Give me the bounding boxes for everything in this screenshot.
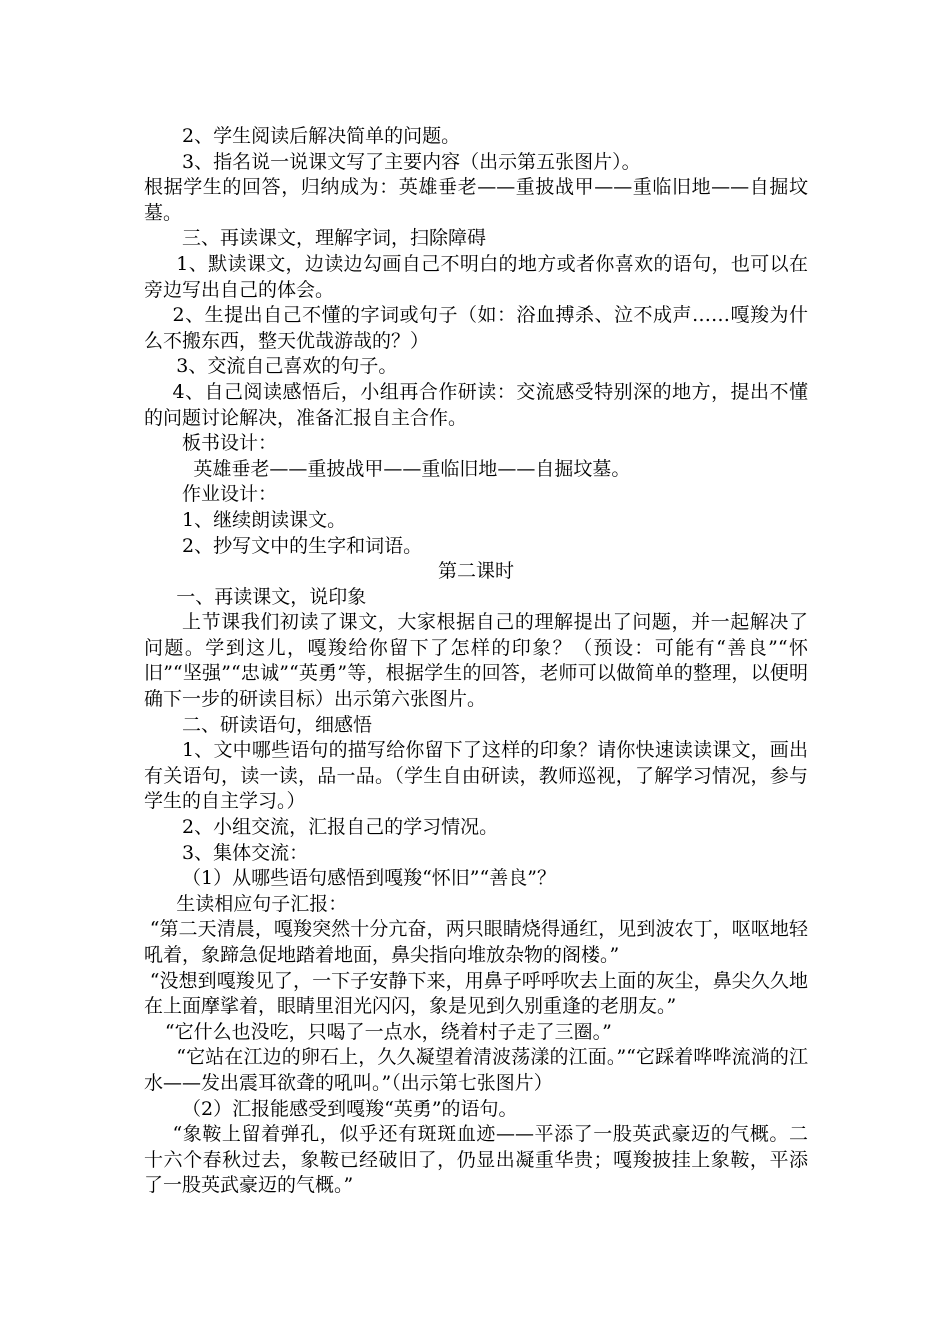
board-design-label: 板书设计： xyxy=(182,432,278,455)
paragraph: （2）汇报能感受到嘎羧“英勇”的语句。 xyxy=(182,1097,518,1120)
quotation: “没想到嘎羧见了，一下子安静下来，用鼻子呼呼吹去上面的灰尘，鼻尖久久地在上面摩挲着，眼睛里泪光闪闪，象是见到久别重逢的老朋友。” xyxy=(144,969,808,1018)
section-heading: 二、研读语句，细感悟 xyxy=(182,713,373,736)
paragraph: 2、学生阅读后解决简单的问题。 xyxy=(182,125,461,147)
paragraph: 根据学生的回答，归纳成为：英雄垂老——重披战甲——重临旧地——自掘坟墓。 xyxy=(144,176,808,224)
quotation: “象鞍上留着弹孔，似乎还有斑斑血迹——平添了一股英武豪迈的气概。二十六个春秋过去，象鞍已经破旧了，仍显出凝重华贵；嘎羧披挂上象鞍，平添了一股英武豪迈的气概。” xyxy=(144,1123,808,1197)
quotation: “它什么也没吃，只喝了一点水，绕着村子走了三圈。” xyxy=(164,1020,612,1043)
lesson-title: 第二课时 xyxy=(437,560,514,583)
board-design-content: 英雄垂老——重披战甲——重临旧地——自掘坟墓。 xyxy=(193,457,631,480)
paragraph: 1、默读课文，边读边勾画自己不明白的地方或者你喜欢的语句，也可以在旁边写出自己的体会。 xyxy=(144,252,808,301)
paragraph: 上节课我们初读了课文，大家根据自己的理解提出了问题，并一起解决了问题。学到这儿，嘎羧给你留下了怎样的印象？（预设：可能有“善良”“怀旧”“坚强”“忠诚”“英勇”等，根据学生的回答，老师可以做简单的整理，以便明确下一步的研读目标）出示第六张图片。 xyxy=(144,611,808,711)
paragraph: 2、抄写文中的生字和词语。 xyxy=(182,534,423,557)
homework-label: 作业设计： xyxy=(182,483,278,506)
paragraph: 2、小组交流，汇报自己的学习情况。 xyxy=(182,816,499,839)
paragraph: 1、继续朗读课文。 xyxy=(182,508,347,531)
paragraph: 3、指名说一说课文写了主要内容（出示第五张图片）。 xyxy=(182,150,641,173)
paragraph: 生读相应句子汇报： xyxy=(176,892,348,915)
section-heading: 一、再读课文，说印象 xyxy=(176,585,367,608)
quotation: “它站在江边的卵石上，久久凝望着清波荡漾的江面。”“它踩着哗哗流淌的江水——发出震耳欲聋的吼叫。”（出示第七张图片） xyxy=(144,1046,808,1094)
quotation: “第二天清晨，嘎羧突然十分亢奋，两只眼睛烧得通红，见到波农丁，呕呕地轻吼着，象蹄急促地踏着地面，鼻尖指向堆放杂物的阁楼。” xyxy=(144,918,808,966)
section-heading: 三、再读课文，理解字词，扫除障碍 xyxy=(182,227,487,250)
paragraph: 3、集体交流： xyxy=(182,841,309,864)
paragraph: 1、文中哪些语句的描写给你留下了这样的印象？请你快速读读课文，画出有关语句，读一读，品一品。（学生自由研读，教师巡视，了解学习情况，参与学生的自主学习。） xyxy=(144,739,808,813)
document-body xyxy=(144,124,808,1199)
paragraph: 3、交流自己喜欢的句子。 xyxy=(176,355,398,378)
paragraph: （1）从哪些语句感悟到嘎羧“怀旧”“善良”？ xyxy=(182,867,556,890)
paragraph: 4、自己阅读感悟后，小组再合作研读：交流感受特别深的地方，提出不懂的问题讨论解决，准备汇报自主合作。 xyxy=(144,380,808,429)
paragraph: 2、生提出自己不懂的字词或句子（如：浴血搏杀、泣不成声……嘎羧为什么不搬东西，整天优哉游哉的？） xyxy=(144,304,808,352)
